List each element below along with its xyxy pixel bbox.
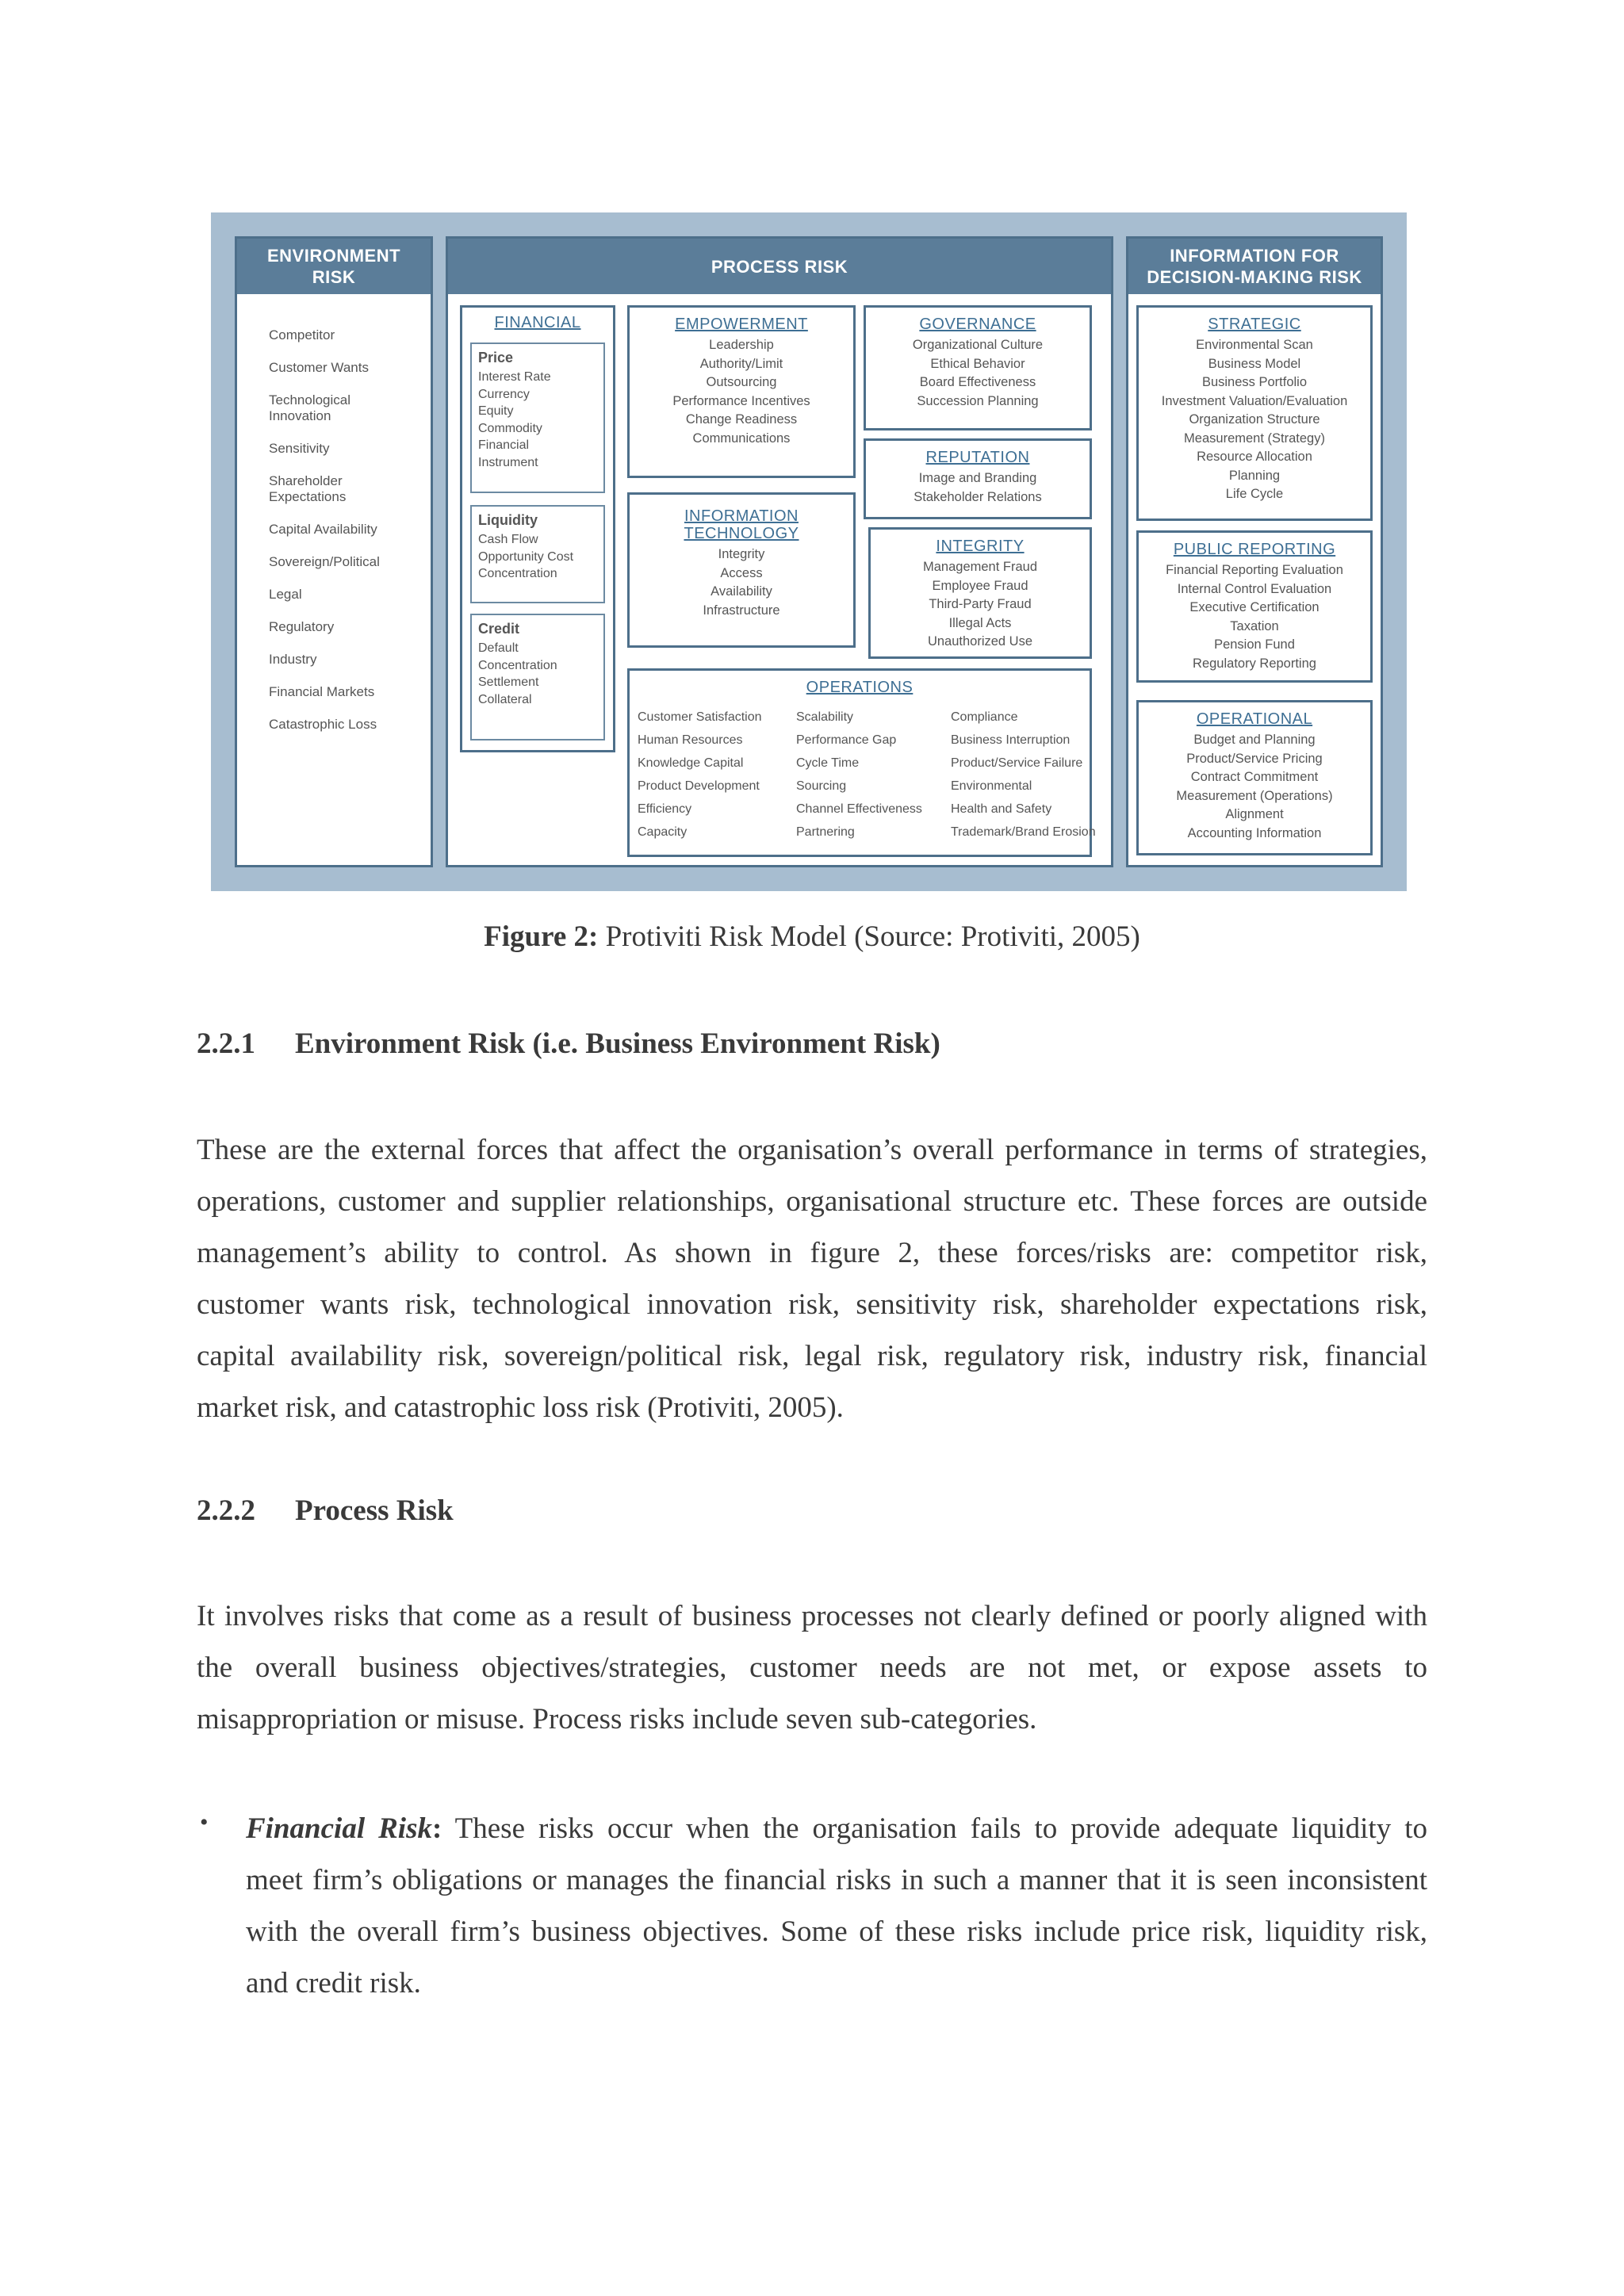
public-reporting-item: Internal Control Evaluation — [1177, 581, 1332, 596]
operational-item: Contract Commitment — [1190, 770, 1319, 784]
credit-item: Settlement — [478, 675, 539, 689]
integrity-item: Unauthorized Use — [927, 634, 1033, 649]
process-risk-column — [446, 236, 1113, 867]
credit-title: Credit — [478, 621, 520, 637]
governance-item: Organizational Culture — [912, 338, 1044, 352]
empowerment-items — [630, 336, 853, 448]
operational-title: OPERATIONAL — [1196, 710, 1313, 728]
integrity-title: INTEGRITY — [936, 538, 1025, 555]
credit-box — [470, 614, 605, 740]
strategic-item: Business Model — [1208, 356, 1301, 371]
environment-risk-item: Technological Innovation — [269, 392, 351, 423]
liquidity-title: Liquidity — [478, 512, 538, 528]
operations-item: Channel Effectiveness — [796, 802, 922, 816]
operations-item: Product Development — [638, 779, 760, 793]
bullet-term: Financial Risk — [246, 1812, 432, 1845]
operations-item: Partnering — [796, 825, 855, 839]
operations-item: Performance Gap — [796, 733, 897, 747]
liquidity-items — [478, 531, 597, 583]
strategic-items — [1139, 336, 1370, 504]
credit-item: Collateral — [478, 692, 532, 706]
information-technology-item: Availability — [710, 584, 772, 599]
operations-item: Health and Safety — [951, 802, 1052, 816]
empowerment-item: Leadership — [709, 338, 774, 352]
operations-col2 — [796, 706, 951, 844]
operational-item: Alignment — [1225, 807, 1284, 821]
governance-items — [866, 336, 1090, 411]
reputation-title: REPUTATION — [925, 449, 1030, 466]
operational-item: Measurement (Operations) — [1176, 788, 1333, 803]
section-title: Environment Risk (i.e. Business Environment Risk) — [295, 1027, 940, 1060]
paragraph-line: the overall business objectives/strategies, customer needs are not met, or expose assets to — [197, 1651, 1427, 1684]
environment-risk-item: Regulatory — [269, 619, 335, 634]
operational-items — [1139, 731, 1370, 843]
operations-item: Trademark/Brand Erosion — [951, 825, 1096, 839]
public-reporting-item: Financial Reporting Evaluation — [1166, 563, 1343, 577]
environment-risk-item: Shareholder Expectations — [269, 473, 347, 504]
environment-risk-item: Financial Markets — [269, 684, 375, 699]
credit-items — [478, 640, 597, 708]
paragraph-line: customer wants risk, technological innovation risk, sensitivity risk, shareholder expectations risk, — [197, 1288, 1427, 1321]
governance-box — [864, 305, 1092, 430]
paragraph-line: It involves risks that come as a result of business processes not clearly defined or poorly aligned with — [197, 1600, 1427, 1632]
public-reporting-item: Regulatory Reporting — [1193, 656, 1316, 671]
reputation-box — [864, 438, 1092, 519]
strategic-item: Investment Valuation/Evaluation — [1161, 393, 1348, 408]
operations-title: OPERATIONS — [806, 679, 914, 696]
information-risk-column — [1126, 236, 1383, 867]
paragraph-line: capital availability risk, sovereign/political risk, legal risk, regulatory risk, industry risk, financial — [197, 1340, 1427, 1372]
empowerment-box — [627, 305, 856, 478]
empowerment-item: Communications — [692, 430, 791, 446]
bullet-financial-risk — [246, 1803, 1427, 2009]
price-item: Currency — [478, 387, 530, 401]
operations-item: Capacity — [638, 825, 688, 839]
paragraph-line: market risk, and catastrophic loss risk (Protiviti, 2005). — [197, 1391, 844, 1424]
strategic-item: Life Cycle — [1225, 487, 1284, 501]
price-item: Interest Rate — [478, 370, 551, 384]
operations-item: Customer Satisfaction — [638, 710, 762, 724]
financial-box — [460, 305, 615, 752]
paragraph-line: management’s ability to control. As shown in figure 2, these forces/risks are: competitor risk, — [197, 1237, 1427, 1269]
information-technology-item: Access — [720, 565, 763, 580]
paragraph-environment-risk — [197, 1124, 1427, 1433]
section-number: 2.2.2 — [197, 1494, 255, 1527]
operational-item: Accounting Information — [1187, 825, 1322, 840]
empowerment-item: Outsourcing — [706, 375, 777, 389]
bullet-first-line-text: These risks occur when the organisation fails to provide adequate liquidity to — [442, 1812, 1428, 1845]
bullet-line — [246, 1803, 1427, 1854]
section-title: Process Risk — [295, 1494, 454, 1527]
information-technology-items — [630, 545, 853, 620]
environment-risk-item: Industry — [269, 652, 317, 667]
environment-risk-header: ENVIRONMENT RISK — [237, 239, 431, 294]
credit-item: Concentration — [478, 658, 557, 672]
reputation-items — [866, 469, 1090, 507]
operational-item: Product/Service Pricing — [1186, 751, 1323, 766]
environment-risk-item: Legal — [269, 587, 302, 602]
price-item: Equity — [478, 404, 514, 418]
figure-caption — [0, 920, 1624, 954]
paragraph-line: misappropriation or misuse. Process risks include seven sub-categories. — [197, 1703, 1037, 1735]
operational-box — [1136, 700, 1373, 855]
operations-grid — [638, 706, 1096, 844]
bullet-line: meet firm’s obligations or manages the financial risks in such a manner that it is seen inconsistent — [246, 1864, 1427, 1896]
operations-item: Knowledge Capital — [638, 756, 744, 770]
strategic-item: Environmental Scan — [1196, 338, 1313, 352]
financial-title: FINANCIAL — [494, 314, 581, 331]
governance-item: Board Effectiveness — [919, 375, 1036, 389]
environment-risk-list — [269, 327, 412, 749]
operations-item: Business Interruption — [951, 733, 1071, 747]
public-reporting-item: Executive Certification — [1189, 600, 1320, 614]
price-items — [478, 369, 597, 471]
operational-item: Budget and Planning — [1193, 733, 1316, 747]
information-technology-title: INFORMATION TECHNOLOGY — [684, 507, 799, 542]
operations-item: Sourcing — [796, 779, 847, 793]
environment-risk-item: Sovereign/Political — [269, 554, 380, 569]
environment-risk-item: Sensitivity — [269, 441, 330, 456]
process-risk-header: PROCESS RISK — [448, 239, 1111, 294]
strategic-title: STRATEGIC — [1208, 316, 1301, 333]
strategic-item: Measurement (Strategy) — [1184, 430, 1325, 446]
operations-item: Cycle Time — [796, 756, 860, 770]
public-reporting-item: Pension Fund — [1214, 637, 1295, 652]
integrity-item: Management Fraud — [923, 560, 1037, 574]
empowerment-item: Performance Incentives — [672, 393, 810, 408]
risk-model-figure — [211, 212, 1407, 891]
credit-item: Default — [478, 641, 519, 655]
reputation-item: Stakeholder Relations — [914, 489, 1042, 504]
information-technology-box — [627, 492, 856, 648]
information-risk-header: INFORMATION FOR DECISION-MAKING RISK — [1128, 239, 1381, 294]
integrity-item: Employee Fraud — [932, 578, 1028, 593]
paragraph-line: These are the external forces that affect the organisation’s overall performance in terms of strategies, — [197, 1134, 1427, 1166]
environment-risk-item: Catastrophic Loss — [269, 717, 377, 732]
reputation-item: Image and Branding — [918, 471, 1037, 485]
empowerment-item: Authority/Limit — [699, 356, 783, 371]
empowerment-item: Change Readiness — [685, 412, 798, 427]
integrity-items — [871, 558, 1090, 652]
operations-item: Human Resources — [638, 733, 743, 747]
information-technology-item: Infrastructure — [703, 603, 780, 618]
price-box — [470, 342, 605, 493]
governance-item: Succession Planning — [917, 393, 1039, 408]
environment-risk-column — [235, 236, 433, 867]
environment-risk-item: Capital Availability — [269, 522, 377, 537]
strategic-item: Organization Structure — [1189, 412, 1320, 427]
paragraph-line: operations, customer and supplier relationships, organisational structure etc. These forces are outside — [197, 1185, 1427, 1218]
operations-item: Scalability — [796, 710, 854, 724]
environment-risk-item: Competitor — [269, 327, 335, 342]
operations-item: Efficiency — [638, 802, 692, 816]
integrity-item: Third-Party Fraud — [929, 597, 1032, 611]
bullet-marker: • — [200, 1809, 209, 1835]
figure-caption-text: Protiviti Risk Model (Source: Protiviti, 2005) — [598, 920, 1140, 953]
price-item: Commodity — [478, 421, 542, 435]
public-reporting-item: Taxation — [1230, 618, 1279, 633]
integrity-box — [868, 527, 1092, 659]
price-title: Price — [478, 350, 514, 365]
section-heading-2-2-2 — [197, 1494, 454, 1528]
strategic-item: Planning — [1228, 468, 1281, 483]
public-reporting-items — [1139, 561, 1370, 673]
bullet-colon: : — [431, 1812, 442, 1845]
operations-box — [627, 668, 1096, 857]
public-reporting-title: PUBLIC REPORTING — [1173, 541, 1336, 558]
governance-item: Ethical Behavior — [930, 356, 1025, 371]
information-technology-item: Integrity — [718, 547, 765, 561]
operations-col3 — [951, 706, 1096, 844]
empowerment-title: EMPOWERMENT — [675, 316, 808, 333]
bullet-line: with the overall firm’s business objectives. Some of these risks include price risk, liquidity risk, — [246, 1915, 1427, 1948]
liquidity-item: Cash Flow — [478, 533, 538, 546]
operations-item: Compliance — [951, 710, 1018, 724]
strategic-box — [1136, 305, 1373, 521]
bullet-line: and credit risk. — [246, 1967, 421, 1999]
strategic-item: Business Portfolio — [1201, 375, 1308, 389]
public-reporting-box — [1136, 530, 1373, 683]
operations-col1 — [638, 706, 796, 844]
liquidity-item: Concentration — [478, 567, 557, 580]
figure-caption-label: Figure 2: — [484, 920, 599, 953]
liquidity-item: Opportunity Cost — [478, 549, 574, 564]
integrity-item: Illegal Acts — [948, 615, 1012, 630]
paragraph-process-risk — [197, 1590, 1427, 1745]
operations-item: Environmental — [951, 779, 1032, 793]
environment-risk-item: Customer Wants — [269, 360, 369, 375]
section-number: 2.2.1 — [197, 1027, 255, 1060]
governance-title: GOVERNANCE — [919, 316, 1036, 333]
section-heading-2-2-1 — [197, 1027, 940, 1061]
strategic-item: Resource Allocation — [1197, 450, 1312, 464]
operations-item: Product/Service Failure — [951, 756, 1083, 770]
price-item: Financial Instrument — [478, 438, 538, 469]
liquidity-box — [470, 505, 605, 603]
